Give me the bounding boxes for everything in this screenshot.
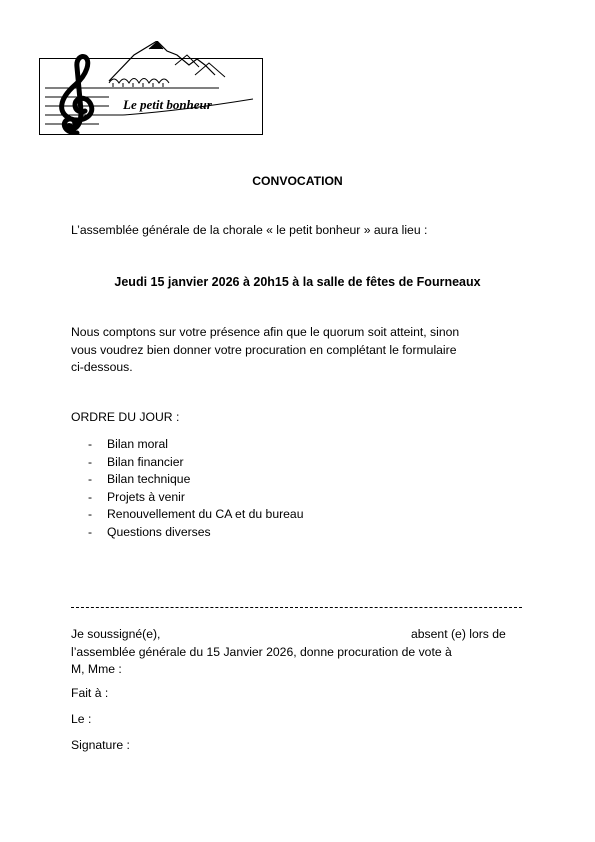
agenda-item-label: Bilan moral	[107, 437, 168, 451]
document-title: CONVOCATION	[252, 174, 343, 188]
paragraph-line: Nous comptons sur votre présence afin que le quorum soit atteint, sinon	[71, 325, 460, 339]
agenda-title: ORDRE DU JOUR :	[71, 410, 180, 424]
intro-text: L’assemblée générale de la chorale « le petit bonheur » aura lieu :	[71, 223, 428, 237]
agenda-item-label: Projets à venir	[107, 489, 185, 504]
fait-a-field: Fait à :	[71, 686, 109, 700]
proxy-line: M, Mme :	[71, 662, 122, 676]
proxy-form	[71, 626, 531, 679]
agenda-item-label: Questions diverses	[107, 524, 211, 539]
agenda-bullet: -	[88, 472, 93, 486]
attendance-paragraph	[71, 324, 531, 377]
proxy-undersigned-label: Je soussigné(e),	[71, 627, 161, 641]
meeting-date-line: Jeudi 15 janvier 2026 à 20h15 à la salle de fêtes de Fourneaux	[114, 275, 481, 289]
paragraph-line: vous voudrez bien donner votre procuration en complétant le formulaire	[71, 342, 457, 357]
agenda-item-label: Renouvellement du CA et du bureau	[107, 507, 304, 521]
logo-drawing	[39, 41, 263, 135]
cut-line-separator	[71, 607, 522, 608]
date-field: Le :	[71, 712, 92, 726]
proxy-line: l’assemblée générale du 15 Janvier 2026, donne procuration de vote à	[71, 644, 452, 659]
agenda-bullet: -	[88, 489, 93, 504]
signature-field: Signature :	[71, 738, 130, 752]
proxy-absent-label: absent (e) lors de	[411, 627, 506, 641]
agenda-bullet: -	[88, 507, 93, 521]
agenda-item-label: Bilan technique	[107, 472, 191, 486]
agenda-bullet: -	[88, 437, 93, 451]
logo-text: Le petit bonheur	[123, 97, 212, 112]
agenda-bullet: -	[88, 524, 93, 539]
agenda-item-label: Bilan financier	[107, 454, 184, 469]
agenda-bullet: -	[88, 454, 93, 469]
choir-logo	[39, 41, 263, 135]
proxy-line	[71, 626, 531, 644]
paragraph-line: ci-dessous.	[71, 360, 133, 374]
